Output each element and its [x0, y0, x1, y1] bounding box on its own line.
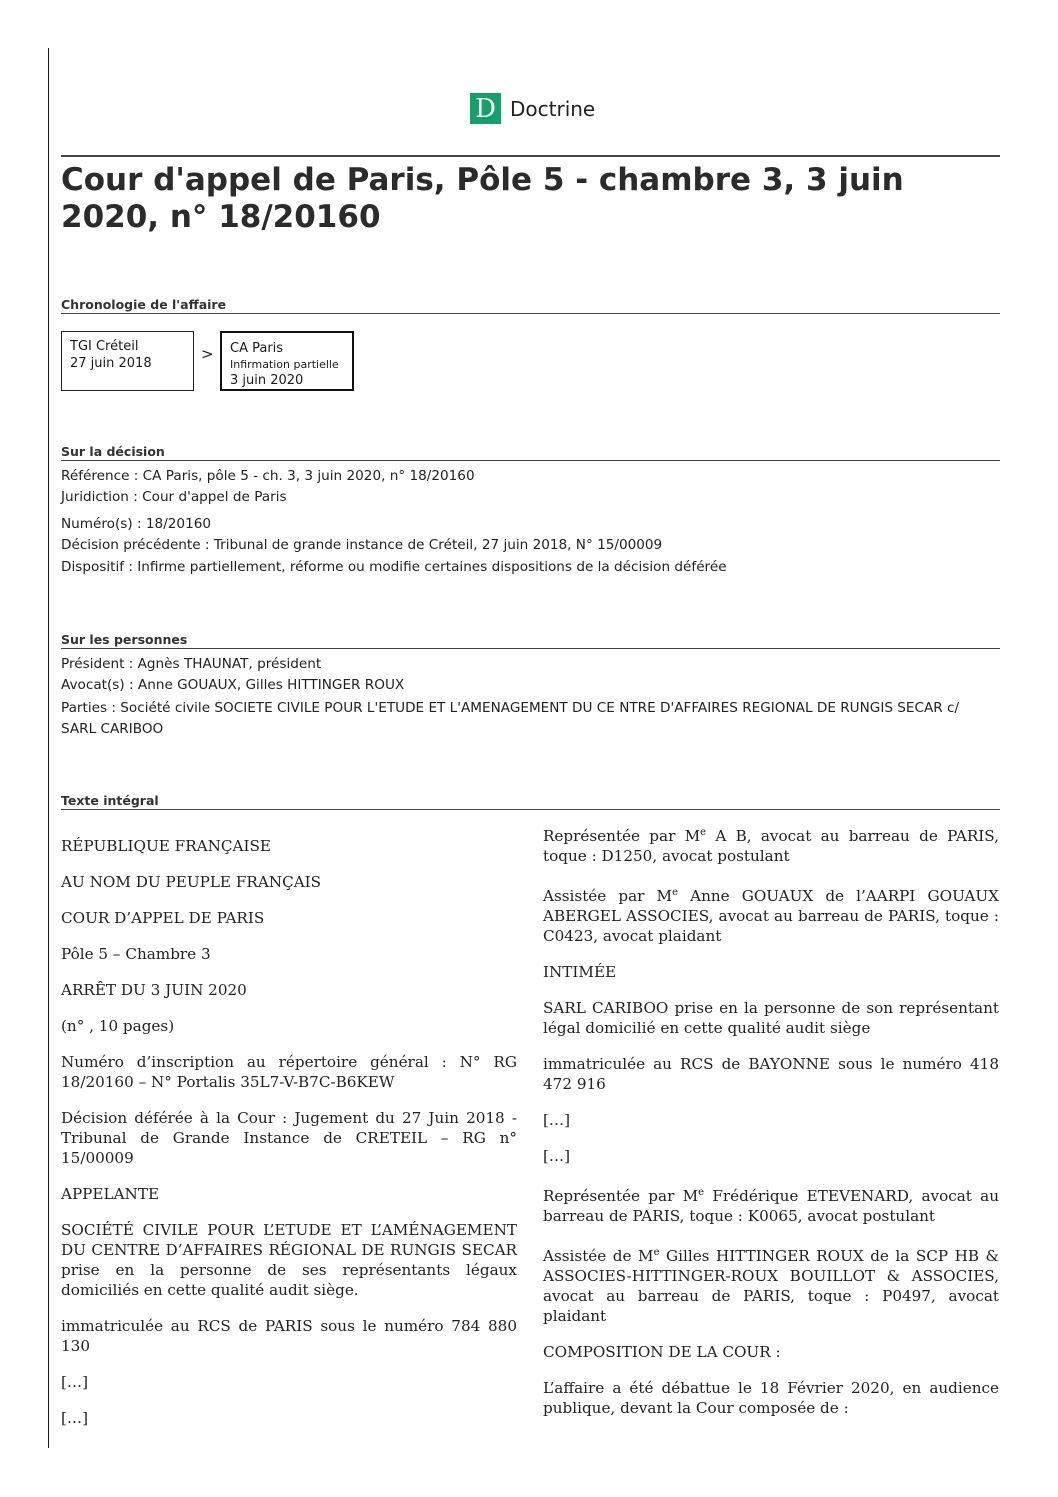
- decision-numeros: Numéro(s) : 18/20160: [61, 516, 212, 532]
- persons-president: Président : Agnès THAUNAT, président: [61, 656, 322, 672]
- page-title: Cour d'appel de Paris, Pôle 5 - chambre 3, 3 juin 2020, n° 18/20160: [61, 162, 904, 235]
- texte-paragraph: Numéro d’inscription au répertoire général : N° RG 18/20160 – N° Portalis 35L7-V-B7C-B6KEW: [61, 1053, 517, 1091]
- chronology-court: TGI Créteil: [70, 339, 139, 354]
- title-rule: [61, 155, 1000, 157]
- texte-paragraph: Décision déférée à la Cour : Jugement du 27 Juin 2018 -Tribunal de Grande Instance de CRETEIL – RG n° 15/00009: [61, 1109, 517, 1167]
- chronology-court: CA Paris: [230, 341, 284, 356]
- texte-paragraph: L’affaire a été débattue le 18 Février 2020, en audience publique, devant la Cour composée de :: [543, 1379, 999, 1417]
- texte-paragraph: (n° , 10 pages): [61, 1017, 175, 1035]
- doctrine-logo-text: Doctrine: [510, 96, 596, 121]
- texte-right-column: [543, 826, 999, 1434]
- texte-paragraph: SARL CARIBOO prise en la personne de son représentant légal domicilié en cette qualité audit siège: [543, 999, 999, 1037]
- texte-paragraph: immatriculée au RCS de PARIS sous le numéro 784 880 130: [61, 1317, 517, 1355]
- texte-paragraph: RÉPUBLIQUE FRANÇAISE: [61, 837, 271, 855]
- section-heading-chronologie: Chronologie de l'affaire: [61, 297, 1000, 314]
- texte-paragraph: AU NOM DU PEUPLE FRANÇAIS: [61, 873, 322, 891]
- persons-avocats: Avocat(s) : Anne GOUAUX, Gilles HITTINGER ROUX: [61, 677, 405, 693]
- texte-paragraph: ARRÊT DU 3 JUIN 2020: [61, 981, 247, 999]
- section-heading-personnes: Sur les personnes: [61, 632, 1000, 649]
- texte-left-column: [61, 836, 517, 1444]
- texte-paragraph: Pôle 5 – Chambre 3: [61, 945, 211, 963]
- texte-paragraph: Représentée par Me Frédérique ETEVENARD, avocat au barreau de PARIS, toque : K0065, avocat postulant: [543, 1186, 999, 1225]
- persons-parties: Parties : Société civile SOCIETE CIVILE POUR L'ETUDE ET L'AMENAGEMENT DU CE NTRE D'AFFAIRES REGIONAL DE RUNGIS SECAR c/ SARL CARIBOO: [61, 700, 960, 737]
- decision-precedente: Décision précédente : Tribunal de grande instance de Créteil, 27 juin 2018, N° 15/00009: [61, 537, 663, 553]
- chronology-outcome: Infirmation partielle: [230, 358, 339, 371]
- texte-paragraph: […]: [61, 1409, 89, 1427]
- texte-paragraph: COUR D’APPEL DE PARIS: [61, 909, 265, 927]
- decision-dispositif: Dispositif : Infirme partiellement, réforme ou modifie certaines dispositions de la décision déférée: [61, 559, 727, 575]
- texte-paragraph: […]: [543, 1111, 571, 1129]
- section-heading-texte: Texte intégral: [61, 793, 1000, 810]
- texte-paragraph: COMPOSITION DE LA COUR :: [543, 1343, 781, 1361]
- texte-paragraph: Assistée par Me Anne GOUAUX de l’AARPI GOUAUX ABERGEL ASSOCIES, avocat au barreau de PARIS, toque : C0423, avocat plaidant: [543, 886, 999, 945]
- section-heading-decision: Sur la décision: [61, 444, 1000, 461]
- texte-paragraph: APPELANTE: [61, 1185, 160, 1203]
- texte-paragraph: Assistée de Me Gilles HITTINGER ROUX de la SCP HB & ASSOCIES-HITTINGER-ROUX BOUILLOT & ASSOCIES, avocat au barreau de PARIS, toque : P0497, avocat plaidant: [543, 1246, 1000, 1325]
- texte-paragraph: SOCIÉTÉ CIVILE POUR L’ETUDE ET L’AMÉNAGEMENT DU CENTRE D’AFFAIRES RÉGIONAL DE RUNGIS SECAR prise en la personne de ses représentants légaux domiciliés en cette qualité audit siège.: [61, 1221, 517, 1299]
- texte-paragraph: INTIMÉE: [543, 963, 617, 981]
- chronology-arrow-icon: >: [201, 345, 214, 363]
- chronology-date: 27 juin 2018: [70, 356, 152, 371]
- texte-paragraph: Représentée par Me A B, avocat au barreau de PARIS, toque : D1250, avocat postulant: [543, 826, 999, 865]
- decision-reference: Référence : CA Paris, pôle 5 - ch. 3, 3 juin 2020, n° 18/20160: [61, 468, 475, 484]
- chronology-item-tgi[interactable]: [61, 331, 194, 391]
- decision-juridiction: Juridiction : Cour d'appel de Paris: [61, 489, 287, 505]
- doctrine-logo[interactable]: [470, 93, 595, 124]
- chronology-date: 3 juin 2020: [230, 373, 304, 388]
- texte-paragraph: […]: [543, 1147, 571, 1165]
- doctrine-logo-icon: D: [470, 93, 501, 124]
- texte-paragraph: […]: [61, 1373, 89, 1391]
- margin-rule: [48, 48, 49, 1448]
- chronology-item-ca[interactable]: [220, 331, 354, 391]
- texte-paragraph: immatriculée au RCS de BAYONNE sous le numéro 418 472 916: [543, 1055, 999, 1093]
